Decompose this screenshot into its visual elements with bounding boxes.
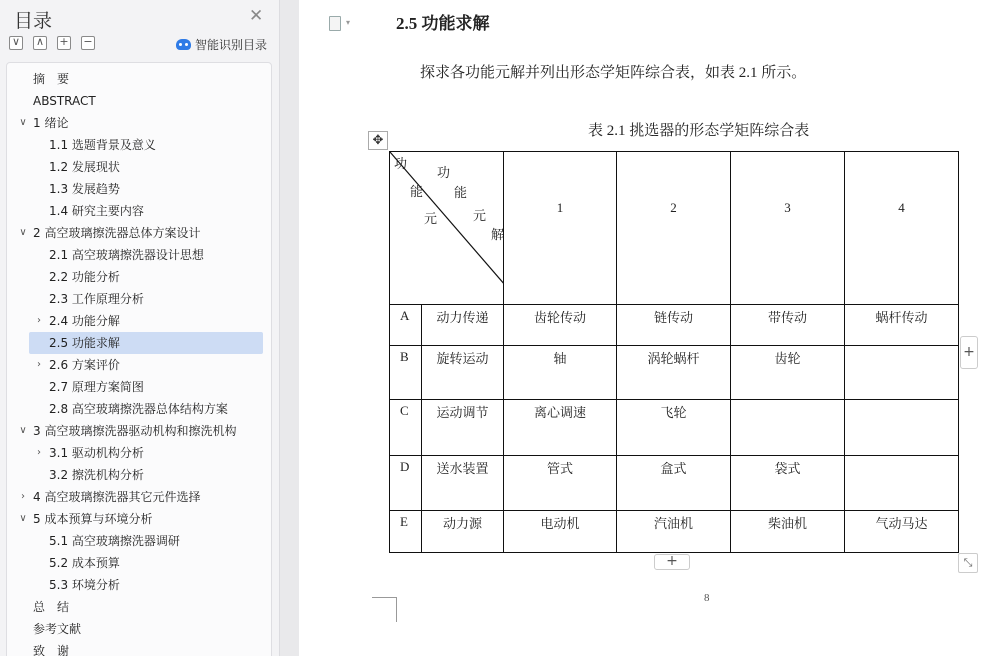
row-name-label: 运动调节	[436, 405, 489, 420]
row-letter: A	[400, 308, 410, 323]
table-cell-text: 齿轮传动	[533, 310, 586, 325]
toc-item[interactable]	[7, 244, 271, 266]
row-letter: E	[400, 514, 408, 529]
table-cell-text: 飞轮	[660, 405, 687, 420]
row-letter-cell[interactable]	[389, 345, 422, 400]
table-cell-text: 管式	[546, 461, 573, 476]
toc-item[interactable]	[7, 552, 271, 574]
toc-item[interactable]	[7, 68, 271, 90]
row-name-cell[interactable]	[421, 455, 504, 511]
table-cell[interactable]	[844, 455, 959, 511]
toc-item-label: 4 高空玻璃擦洗器其它元件选择	[33, 490, 201, 504]
toc-item[interactable]	[7, 398, 271, 420]
table-cell-text: 电动机	[540, 516, 580, 531]
table-cell[interactable]	[503, 399, 617, 456]
remove-heading-button[interactable]	[81, 36, 95, 50]
toc-item[interactable]	[7, 222, 271, 244]
toc-item-label: 1.2 发展现状	[49, 160, 120, 174]
smart-toc-button[interactable]	[176, 36, 267, 53]
table-cell-text: 蜗杆传动	[875, 310, 928, 325]
toc-item[interactable]	[7, 156, 271, 178]
table-cell[interactable]	[503, 510, 617, 553]
column-header-cell[interactable]	[503, 151, 617, 305]
toc-item-label: 2.6 方案评价	[49, 358, 120, 372]
toc-item[interactable]	[7, 442, 271, 464]
table-cell[interactable]	[730, 304, 845, 346]
chevron-down-icon[interactable]: ∨	[19, 117, 27, 128]
toc-item[interactable]	[7, 310, 271, 332]
table-cell[interactable]	[844, 510, 959, 553]
diagonal-label-char: 解	[491, 227, 505, 242]
column-header-cell[interactable]	[730, 151, 845, 305]
table-cell[interactable]	[730, 455, 845, 511]
toc-item-label: 参考文献	[33, 622, 82, 636]
diagonal-label-char: 元	[424, 211, 438, 226]
toc-item[interactable]	[7, 266, 271, 288]
table-cell-text: 带传动	[767, 310, 807, 325]
table-cell[interactable]	[616, 345, 731, 400]
toc-item-label: 5.2 成本预算	[49, 556, 120, 570]
toc-item[interactable]	[7, 508, 271, 530]
row-name-cell[interactable]	[421, 304, 504, 346]
table-cell-text: 柴油机	[767, 516, 807, 531]
table-cell[interactable]	[844, 345, 959, 400]
table-cell[interactable]	[844, 304, 959, 346]
table-cell-text: 盒式	[660, 461, 687, 476]
table-cell[interactable]	[503, 455, 617, 511]
table-cell-text: 离心调速	[533, 405, 586, 420]
add-heading-button[interactable]	[57, 36, 71, 50]
diagonal-header-cell[interactable]	[389, 151, 504, 305]
toc-item[interactable]	[7, 332, 271, 354]
row-name-label: 送水装置	[436, 461, 489, 476]
diagonal-label-char: 功	[394, 156, 408, 171]
page-number: 8	[704, 592, 710, 604]
toc-item-label: 2.8 高空玻璃擦洗器总体结构方案	[49, 402, 228, 416]
smart-robot-icon	[176, 39, 191, 50]
chevron-up-icon: ∧	[35, 35, 45, 48]
toc-item-label: 2.7 原理方案简图	[49, 380, 144, 394]
column-header-label: 4	[898, 200, 905, 215]
table-resize-icon[interactable]: ⤡	[958, 553, 978, 573]
chevron-right-icon[interactable]: ›	[37, 447, 41, 458]
diagonal-label-char: 功	[437, 165, 451, 180]
table-cell[interactable]	[730, 510, 845, 553]
toc-item[interactable]	[7, 530, 271, 552]
sidebar-title: 目录	[14, 10, 53, 32]
add-column-button[interactable]: +	[960, 336, 978, 369]
toc-item-label: 2 高空玻璃擦洗器总体方案设计	[33, 226, 201, 240]
toc-item-label: 5.1 高空玻璃擦洗器调研	[49, 534, 180, 548]
toc-item[interactable]	[7, 464, 271, 486]
table-cell[interactable]	[844, 399, 959, 456]
table-cell-text: 齿轮	[774, 351, 801, 366]
toc-sidebar	[0, 0, 280, 656]
section-heading: 2.5 功能求解	[396, 14, 490, 33]
collapse-all-button[interactable]	[33, 36, 47, 50]
toc-item-label: 2.5 功能求解	[49, 336, 120, 350]
toc-item-label: 1.4 研究主要内容	[49, 204, 144, 218]
toc-item-label: 摘 要	[33, 72, 70, 86]
toc-item[interactable]	[7, 178, 271, 200]
plus-icon: +	[59, 35, 69, 48]
table-cell-text: 袋式	[774, 461, 801, 476]
toc-item[interactable]	[7, 640, 271, 656]
table-cell[interactable]	[730, 345, 845, 400]
row-letter-cell[interactable]	[389, 455, 422, 511]
toc-item[interactable]	[7, 134, 271, 156]
column-header-label: 2	[670, 200, 677, 215]
column-header-label: 1	[556, 200, 564, 215]
toc-item[interactable]	[7, 112, 271, 134]
toc-item-label: 3.1 驱动机构分析	[49, 446, 144, 460]
toc-list	[6, 62, 272, 656]
toc-item-label: 5.3 环境分析	[49, 578, 120, 592]
expand-all-button[interactable]	[9, 36, 23, 50]
toc-item[interactable]	[7, 200, 271, 222]
toc-item[interactable]	[7, 354, 271, 376]
toc-item[interactable]	[7, 90, 271, 112]
page-corner-mark	[372, 597, 397, 622]
chevron-down-icon[interactable]: ∨	[19, 425, 27, 436]
row-name-cell[interactable]	[421, 510, 504, 553]
table-cell[interactable]	[616, 399, 731, 456]
row-letter: D	[400, 459, 410, 474]
row-name-label: 动力传递	[436, 310, 489, 325]
caret-down-icon[interactable]: ▾	[346, 18, 351, 27]
table-cell[interactable]	[616, 304, 731, 346]
diagonal-label-char: 能	[410, 184, 424, 199]
table-cell[interactable]	[616, 455, 731, 511]
table-caption: 表 2.1 挑选器的形态学矩阵综合表	[588, 123, 810, 139]
smart-toc-label: 智能识别目录	[195, 38, 268, 52]
chevron-down-icon[interactable]: ∨	[19, 227, 27, 238]
toc-item[interactable]	[7, 618, 271, 640]
row-letter-cell[interactable]	[389, 304, 422, 346]
toc-item[interactable]	[7, 574, 271, 596]
toc-item-label: 1 绪论	[33, 116, 69, 130]
toc-item-label: 2.2 功能分析	[49, 270, 120, 284]
table-cell-text: 气动马达	[875, 516, 928, 531]
table-cell[interactable]	[503, 304, 617, 346]
toc-item[interactable]	[7, 420, 271, 442]
toc-item-label: 致 谢	[33, 644, 70, 656]
chevron-down-icon[interactable]: ∨	[19, 513, 27, 524]
toc-item[interactable]	[7, 288, 271, 310]
chevron-right-icon[interactable]: ›	[21, 491, 25, 502]
row-name-label: 旋转运动	[436, 351, 489, 366]
row-letter: B	[400, 349, 409, 364]
toc-item-label: 3.2 擦洗机构分析	[49, 468, 144, 482]
row-letter-cell[interactable]	[389, 399, 422, 456]
toc-item[interactable]	[7, 486, 271, 508]
toc-item-label: 2.3 工作原理分析	[49, 292, 144, 306]
toc-item-label: 总 结	[33, 600, 70, 614]
body-paragraph: 探求各功能元解并列出形态学矩阵综合表，如表 2.1 所示。	[420, 65, 807, 81]
table-cell[interactable]	[730, 399, 845, 456]
row-name-label: 动力源	[442, 516, 482, 531]
toc-item-label: ABSTRACT	[33, 94, 96, 108]
table-cell[interactable]	[616, 510, 731, 553]
row-letter: C	[400, 403, 409, 418]
close-icon[interactable]: ✕	[249, 6, 264, 26]
diagonal-label-char: 能	[454, 185, 468, 200]
toc-item-label: 3 高空玻璃擦洗器驱动机构和擦洗机构	[33, 424, 237, 438]
table-cell-text: 链传动	[653, 310, 693, 325]
toc-item-label: 2.1 高空玻璃擦洗器设计思想	[49, 248, 204, 262]
diagonal-label-char: 元	[473, 208, 487, 223]
toc-item[interactable]	[7, 596, 271, 618]
chevron-down-icon: ∨	[11, 35, 21, 48]
row-name-cell[interactable]	[421, 399, 504, 456]
table-cell-text: 轴	[553, 351, 567, 366]
document-icon[interactable]	[329, 16, 341, 31]
toc-item[interactable]	[7, 376, 271, 398]
table-cell-text: 汽油机	[653, 516, 693, 531]
add-row-button[interactable]: +	[654, 554, 690, 570]
column-header-label: 3	[784, 200, 791, 215]
table-move-icon[interactable]: ✥	[368, 131, 388, 150]
chevron-right-icon[interactable]: ›	[37, 359, 41, 370]
toc-item-label: 1.3 发展趋势	[49, 182, 120, 196]
toc-item-label: 2.4 功能分解	[49, 314, 120, 328]
toc-item-label: 1.1 选题背景及意义	[49, 138, 156, 152]
row-letter-cell[interactable]	[389, 510, 422, 553]
minus-icon: −	[83, 35, 93, 48]
row-name-cell[interactable]	[421, 345, 504, 400]
toc-item-label: 5 成本预算与环境分析	[33, 512, 153, 526]
table-cell[interactable]	[503, 345, 617, 400]
chevron-right-icon[interactable]: ›	[37, 315, 41, 326]
morphology-table	[389, 151, 958, 552]
table-cell-text: 涡轮蜗杆	[647, 351, 700, 366]
column-header-cell[interactable]	[844, 151, 959, 305]
column-header-cell[interactable]	[616, 151, 731, 305]
